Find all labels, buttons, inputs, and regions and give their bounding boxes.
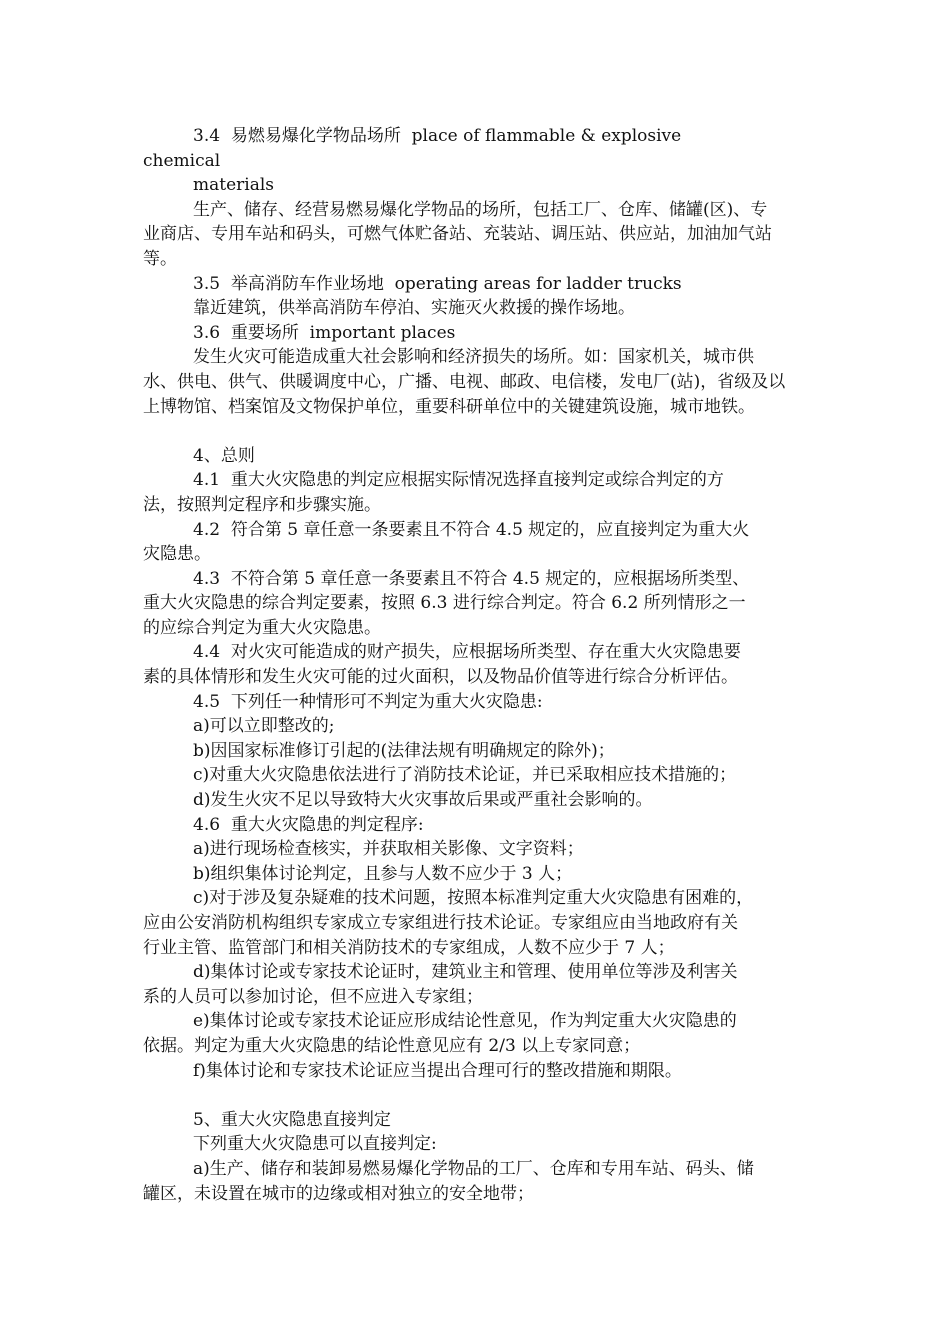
text-line: 下列重大火灾隐患可以直接判定: <box>193 1134 437 1155</box>
text-line: d)集体讨论或专家技术论证时，建筑业主和管理、使用单位等涉及利害关 <box>193 962 738 983</box>
blank-line <box>143 419 811 444</box>
text-line: 素的具体情形和发生火灾可能的过火面积，以及物品价值等进行综合分析评估。 <box>143 667 738 688</box>
text-line: c)对重大火灾隐患依法进行了消防技术论证，并已采取相应技术措施的； <box>193 765 737 786</box>
text-line: 行业主管、监管部门和相关消防技术的专家组成，人数不应少于 7 人； <box>143 937 675 958</box>
text-line: 罐区，未设置在城市的边缘或相对独立的安全地带； <box>143 1183 534 1204</box>
text-line: a)进行现场检查核实，并获取相关影像、文字资料； <box>193 839 584 860</box>
text-line: 5、重大火灾隐患直接判定 <box>193 1109 391 1130</box>
text-line: 3.5 举高消防车作业场地 operating areas for ladder trucks <box>193 273 682 294</box>
text-line: f)集体讨论和专家技术论证应当提出合理可行的整改措施和期限。 <box>193 1060 682 1081</box>
text-line: 4.1 重大火灾隐患的判定应根据实际情况选择直接判定或综合判定的方 <box>193 470 724 491</box>
text-line: 系的人员可以参加讨论，但不应进入专家组； <box>143 986 483 1007</box>
text-line: 生产、储存、经营易燃易爆化学物品的场所，包括工厂、仓库、储罐(区)、专 <box>193 199 768 220</box>
text-line: 3.4 易燃易爆化学物品场所 place of flammable & explosive <box>193 126 682 146</box>
text-line: 的应综合判定为重大火灾隐患。 <box>143 617 381 638</box>
text-line: 水、供电、供气、供暖调度中心，广播、电视、邮政、电信楼，发电厂(站)，省级及以 <box>143 371 786 392</box>
text-line: 发生火灾可能造成重大社会影响和经济损失的场所。如：国家机关，城市供 <box>193 347 754 368</box>
text-line: a)生产、储存和装卸易燃易爆化学物品的工厂、仓库和专用车站、码头、储 <box>193 1158 754 1179</box>
text-line: 上博物馆、档案馆及文物保护单位，重要科研单位中的关键建筑设施，城市地铁。 <box>143 396 755 417</box>
text-line: 3.6 重要场所 important places <box>193 322 456 343</box>
text-line: 法，按照判定程序和步骤实施。 <box>143 494 381 515</box>
text-line: 4.3 不符合第 5 章任意一条要素且不符合 4.5 规定的，应根据场所类型、 <box>193 568 750 589</box>
text-line: 业商店、专用车站和码头，可燃气体贮备站、充装站、调压站、供应站，加油加气站 <box>143 224 772 245</box>
text-line: 应由公安消防机构组织专家成立专家组进行技术论证。专家组应由当地政府有关 <box>143 913 738 933</box>
text-line: chemical <box>143 150 221 171</box>
text-line: 4、总则 <box>193 445 255 466</box>
text-line: c)对于涉及复杂疑难的技术问题，按照本标准判定重大火灾隐患有困难的， <box>193 888 754 909</box>
text-line: e)集体讨论或专家技术论证应形成结论性意见，作为判定重大火灾隐患的 <box>193 1011 737 1032</box>
text-line: 靠近建筑，供举高消防车停泊、实施灭火救援的操作场地。 <box>193 298 635 319</box>
text-line: 4.2 符合第 5 章任意一条要素且不符合 4.5 规定的，应直接判定为重大火 <box>193 519 750 540</box>
text-line: 灾隐患。 <box>143 544 211 565</box>
text-line: b)因国家标准修订引起的(法律法规有明确规定的除外)； <box>193 740 615 761</box>
text-line: 等。 <box>143 248 177 269</box>
text-line: 4.5 下列任一种情形可不判定为重大火灾隐患: <box>193 691 543 712</box>
blank-line <box>143 1083 811 1108</box>
text-line: a)可以立即整改的; <box>193 716 335 737</box>
document-body <box>143 124 811 1206</box>
text-line: 4.6 重大火灾隐患的判定程序: <box>193 814 424 835</box>
text-line: 重大火灾隐患的综合判定要素，按照 6.3 进行综合判定。符合 6.2 所列情形之一 <box>143 593 746 614</box>
text-line: b)组织集体讨论判定，且参与人数不应少于 3 人； <box>193 863 573 884</box>
text-line: 依据。判定为重大火灾隐患的结论性意见应有 2/3 以上专家同意； <box>143 1035 641 1056</box>
text-line: d)发生火灾不足以导致特大火灾事故后果或严重社会影响的。 <box>193 790 653 811</box>
text-line: materials <box>193 175 275 196</box>
text-line: 4.4 对火灾可能造成的财产损失，应根据场所类型、存在重大火灾隐患要 <box>193 642 741 663</box>
